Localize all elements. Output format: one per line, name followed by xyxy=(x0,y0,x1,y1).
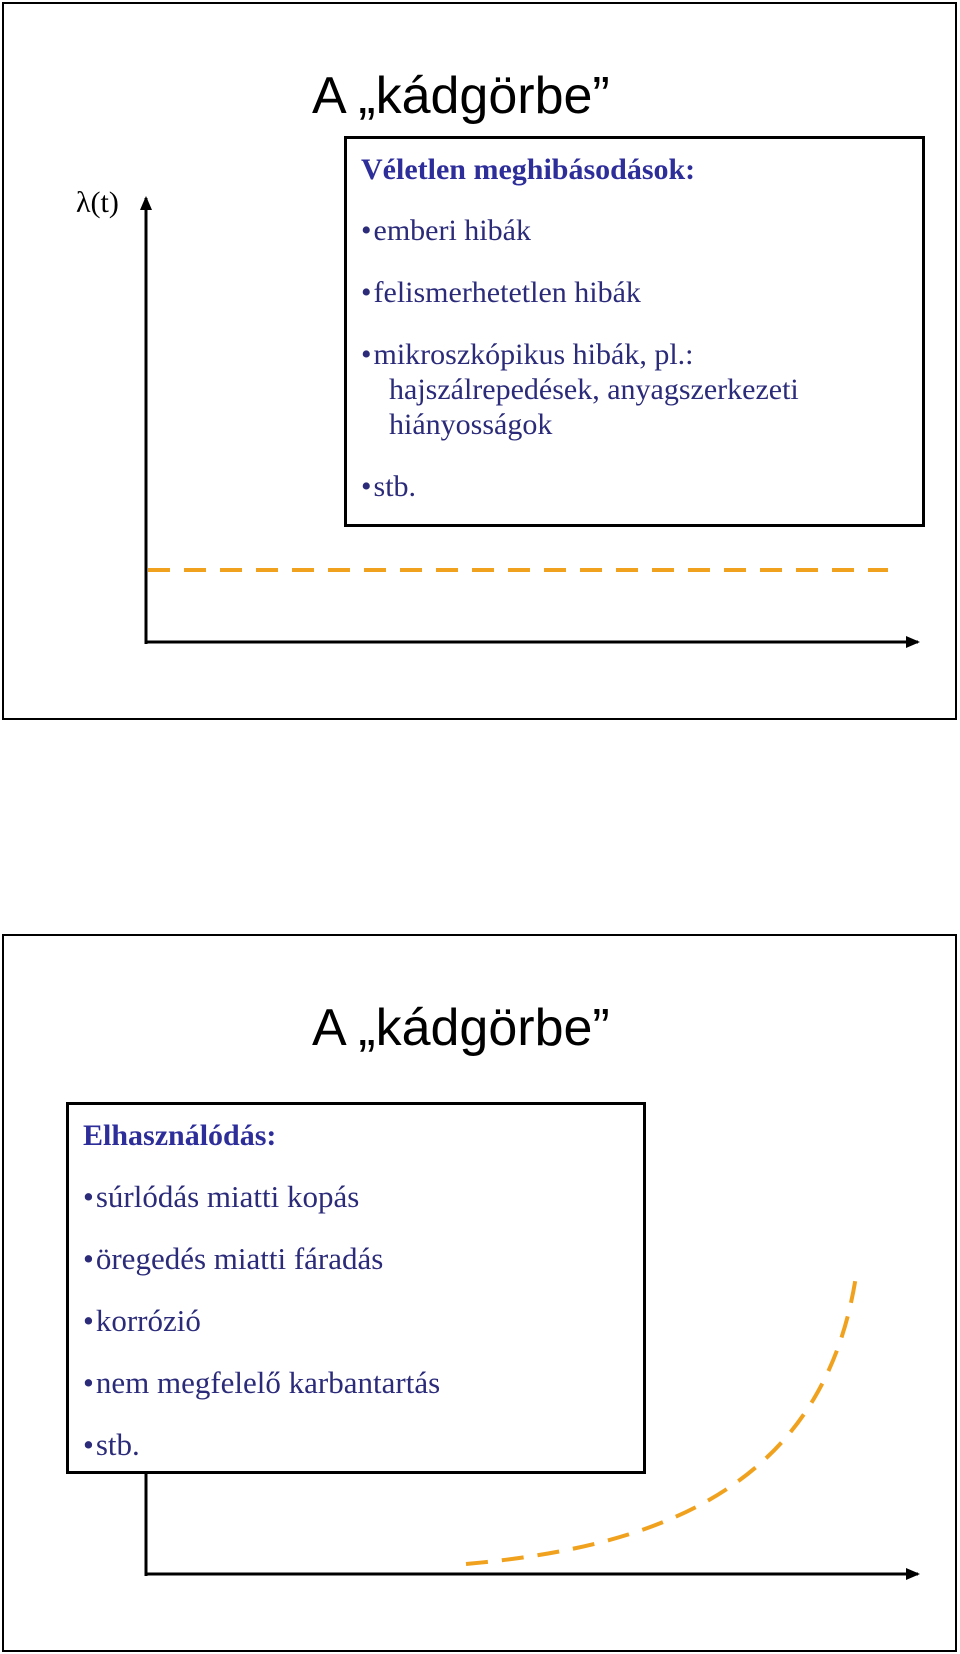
bullet-text: stb. xyxy=(95,1427,140,1462)
bullet-text: emberi hibák xyxy=(373,214,531,247)
box-heading: Elhasználódás: xyxy=(83,1119,277,1152)
slide-title: A „kádgörbe” xyxy=(312,67,610,125)
bullet-dot: • xyxy=(361,214,372,247)
y-axis-label: λ(t) xyxy=(76,186,119,219)
bullet-continuation: hajszálrepedések, anyagszerkezeti xyxy=(389,373,799,406)
bullet-dot: • xyxy=(83,1427,94,1462)
box-heading: Véletlen meghibásodások: xyxy=(361,153,696,186)
slide-wear-out xyxy=(2,934,957,1652)
bullet-dot: • xyxy=(83,1241,94,1276)
bullet-dot: • xyxy=(83,1365,94,1400)
bullet-text: stb. xyxy=(373,470,417,503)
bullet-item xyxy=(361,275,912,310)
bullet-dot: • xyxy=(361,470,372,503)
bullet-dot: • xyxy=(83,1179,94,1214)
bullet-item xyxy=(83,1303,633,1338)
bullet-item xyxy=(361,213,912,248)
bullet-item xyxy=(83,1241,633,1276)
bullet-text: súrlódás miatti kopás xyxy=(95,1179,360,1214)
random-failures-box xyxy=(344,136,925,527)
bullet-continuation: hiányosságok xyxy=(389,408,553,441)
bullet-dot: • xyxy=(361,338,372,371)
bullet-text: korrózió xyxy=(95,1303,201,1338)
bullet-text: nem megfelelő karbantartás xyxy=(95,1365,441,1400)
bullet-text: felismerhetetlen hibák xyxy=(373,276,641,309)
bullet-dot: • xyxy=(83,1303,94,1338)
bullet-item xyxy=(83,1427,633,1462)
bullet-text: mikroszkópikus hibák, pl.: xyxy=(373,338,694,371)
bullet-item xyxy=(361,337,912,372)
bullet-text: öregedés miatti fáradás xyxy=(95,1241,384,1276)
wear-out-box xyxy=(66,1102,646,1474)
bullet-dot: • xyxy=(361,276,372,309)
bullet-item xyxy=(83,1365,633,1400)
slide-title: A „kádgörbe” xyxy=(312,999,610,1057)
bullet-item xyxy=(361,469,912,504)
slide-random-failures xyxy=(2,2,957,720)
bullet-item xyxy=(83,1179,633,1214)
